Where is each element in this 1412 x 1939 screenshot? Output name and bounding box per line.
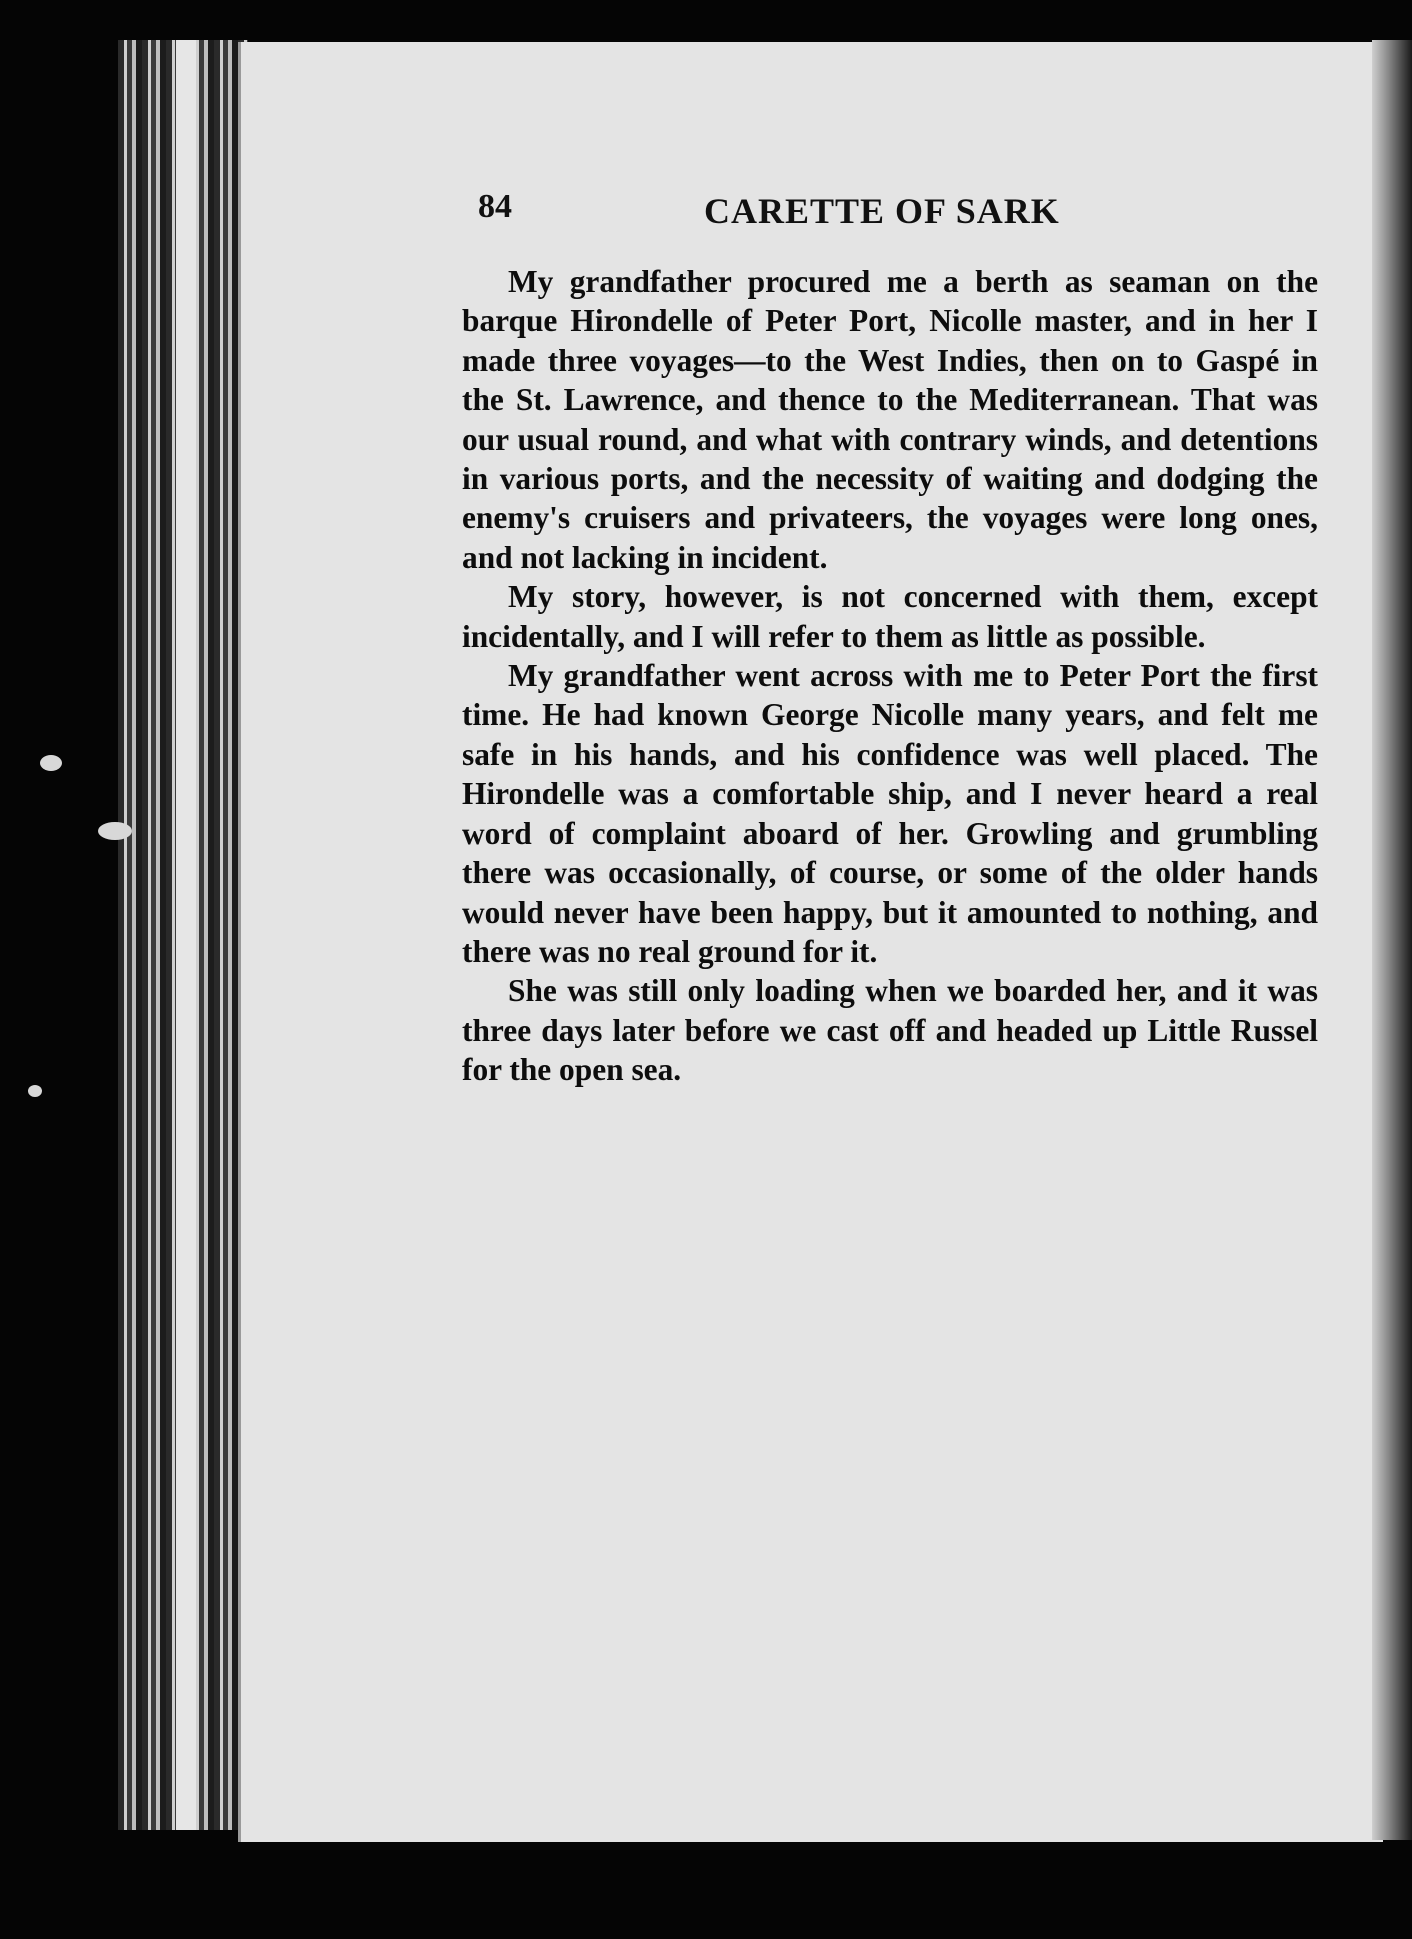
- dust-speck: [40, 755, 62, 771]
- paragraph: My grandfather procured me a berth as seaman on the barque Hirondelle of Peter Port, Nicolle master, and in her I made three voyages—to the West Indies, then on to Gaspé in the St. Lawrence, and thence to the Mediterranean. That was our usual round, and what with contrary winds, and detentions in various ports, and the necessity of waiting and dodging the enemy's cruisers and privateers, the voyages were long ones, and not lacking in incident.: [462, 264, 1318, 575]
- dust-speck: [98, 822, 132, 840]
- running-head: CARETTE OF SARK: [704, 191, 1060, 231]
- body-text: [462, 262, 1318, 1090]
- page-edge-highlight: [176, 40, 196, 1830]
- binding-shadow: [1372, 40, 1412, 1840]
- paragraph: My story, however, is not concerned with them, except incidentally, and I will refer to them as little as possible.: [462, 579, 1318, 654]
- page-header: [478, 182, 1098, 232]
- page-number: 84: [478, 188, 512, 225]
- dust-speck: [28, 1085, 42, 1097]
- paragraph: My grandfather went across with me to Peter Port the first time. He had known George Nicolle many years, and felt me safe in his hands, and his confidence was well placed. The Hirondelle was a comfortable ship, and I never heard a real word of complaint aboard of her. Growling and grumbling there was occasionally, of course, or some of the older hands would never have been happy, but it amounted to nothing, and there was no real ground for it.: [462, 658, 1318, 969]
- paragraph: She was still only loading when we boarded her, and it was three days later before we cast off and headed up Little Russel for the open sea.: [462, 973, 1318, 1088]
